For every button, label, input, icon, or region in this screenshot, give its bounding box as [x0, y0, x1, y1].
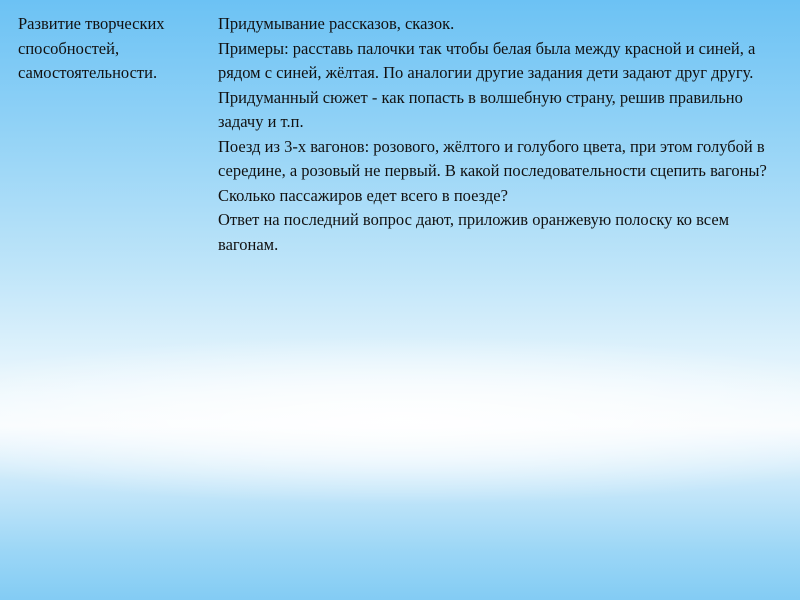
description-column	[218, 12, 778, 257]
paragraph-answer: Ответ на последний вопрос дают, приложив оранжевую полоску ко всем вагонам.	[218, 210, 730, 254]
paragraph-example-sticks: Примеры: расставь палочки так чтобы белая была между красной и синей, а рядом с синей, жёлтая. По аналогии другие задания дети задают друг другу.	[218, 38, 756, 82]
topic-column	[18, 12, 208, 86]
topic-text: Развитие творческих способностей, самостоятельности.	[18, 14, 165, 82]
paragraph-invented-plot: Придуманный сюжет - как попасть в волшебную страну, решив правильно задачу и т.п.	[218, 87, 743, 131]
paragraph-train-task: Поезд из 3-х вагонов: розового, жёлтого и голубого цвета, при этом голубой в середине, а розовый не первый. В какой последовательности сцепить вагоны? Сколько пассажиров едет всего в поезде?	[218, 136, 767, 205]
paragraph-intro: Придумывание рассказов, сказок.	[218, 14, 455, 33]
